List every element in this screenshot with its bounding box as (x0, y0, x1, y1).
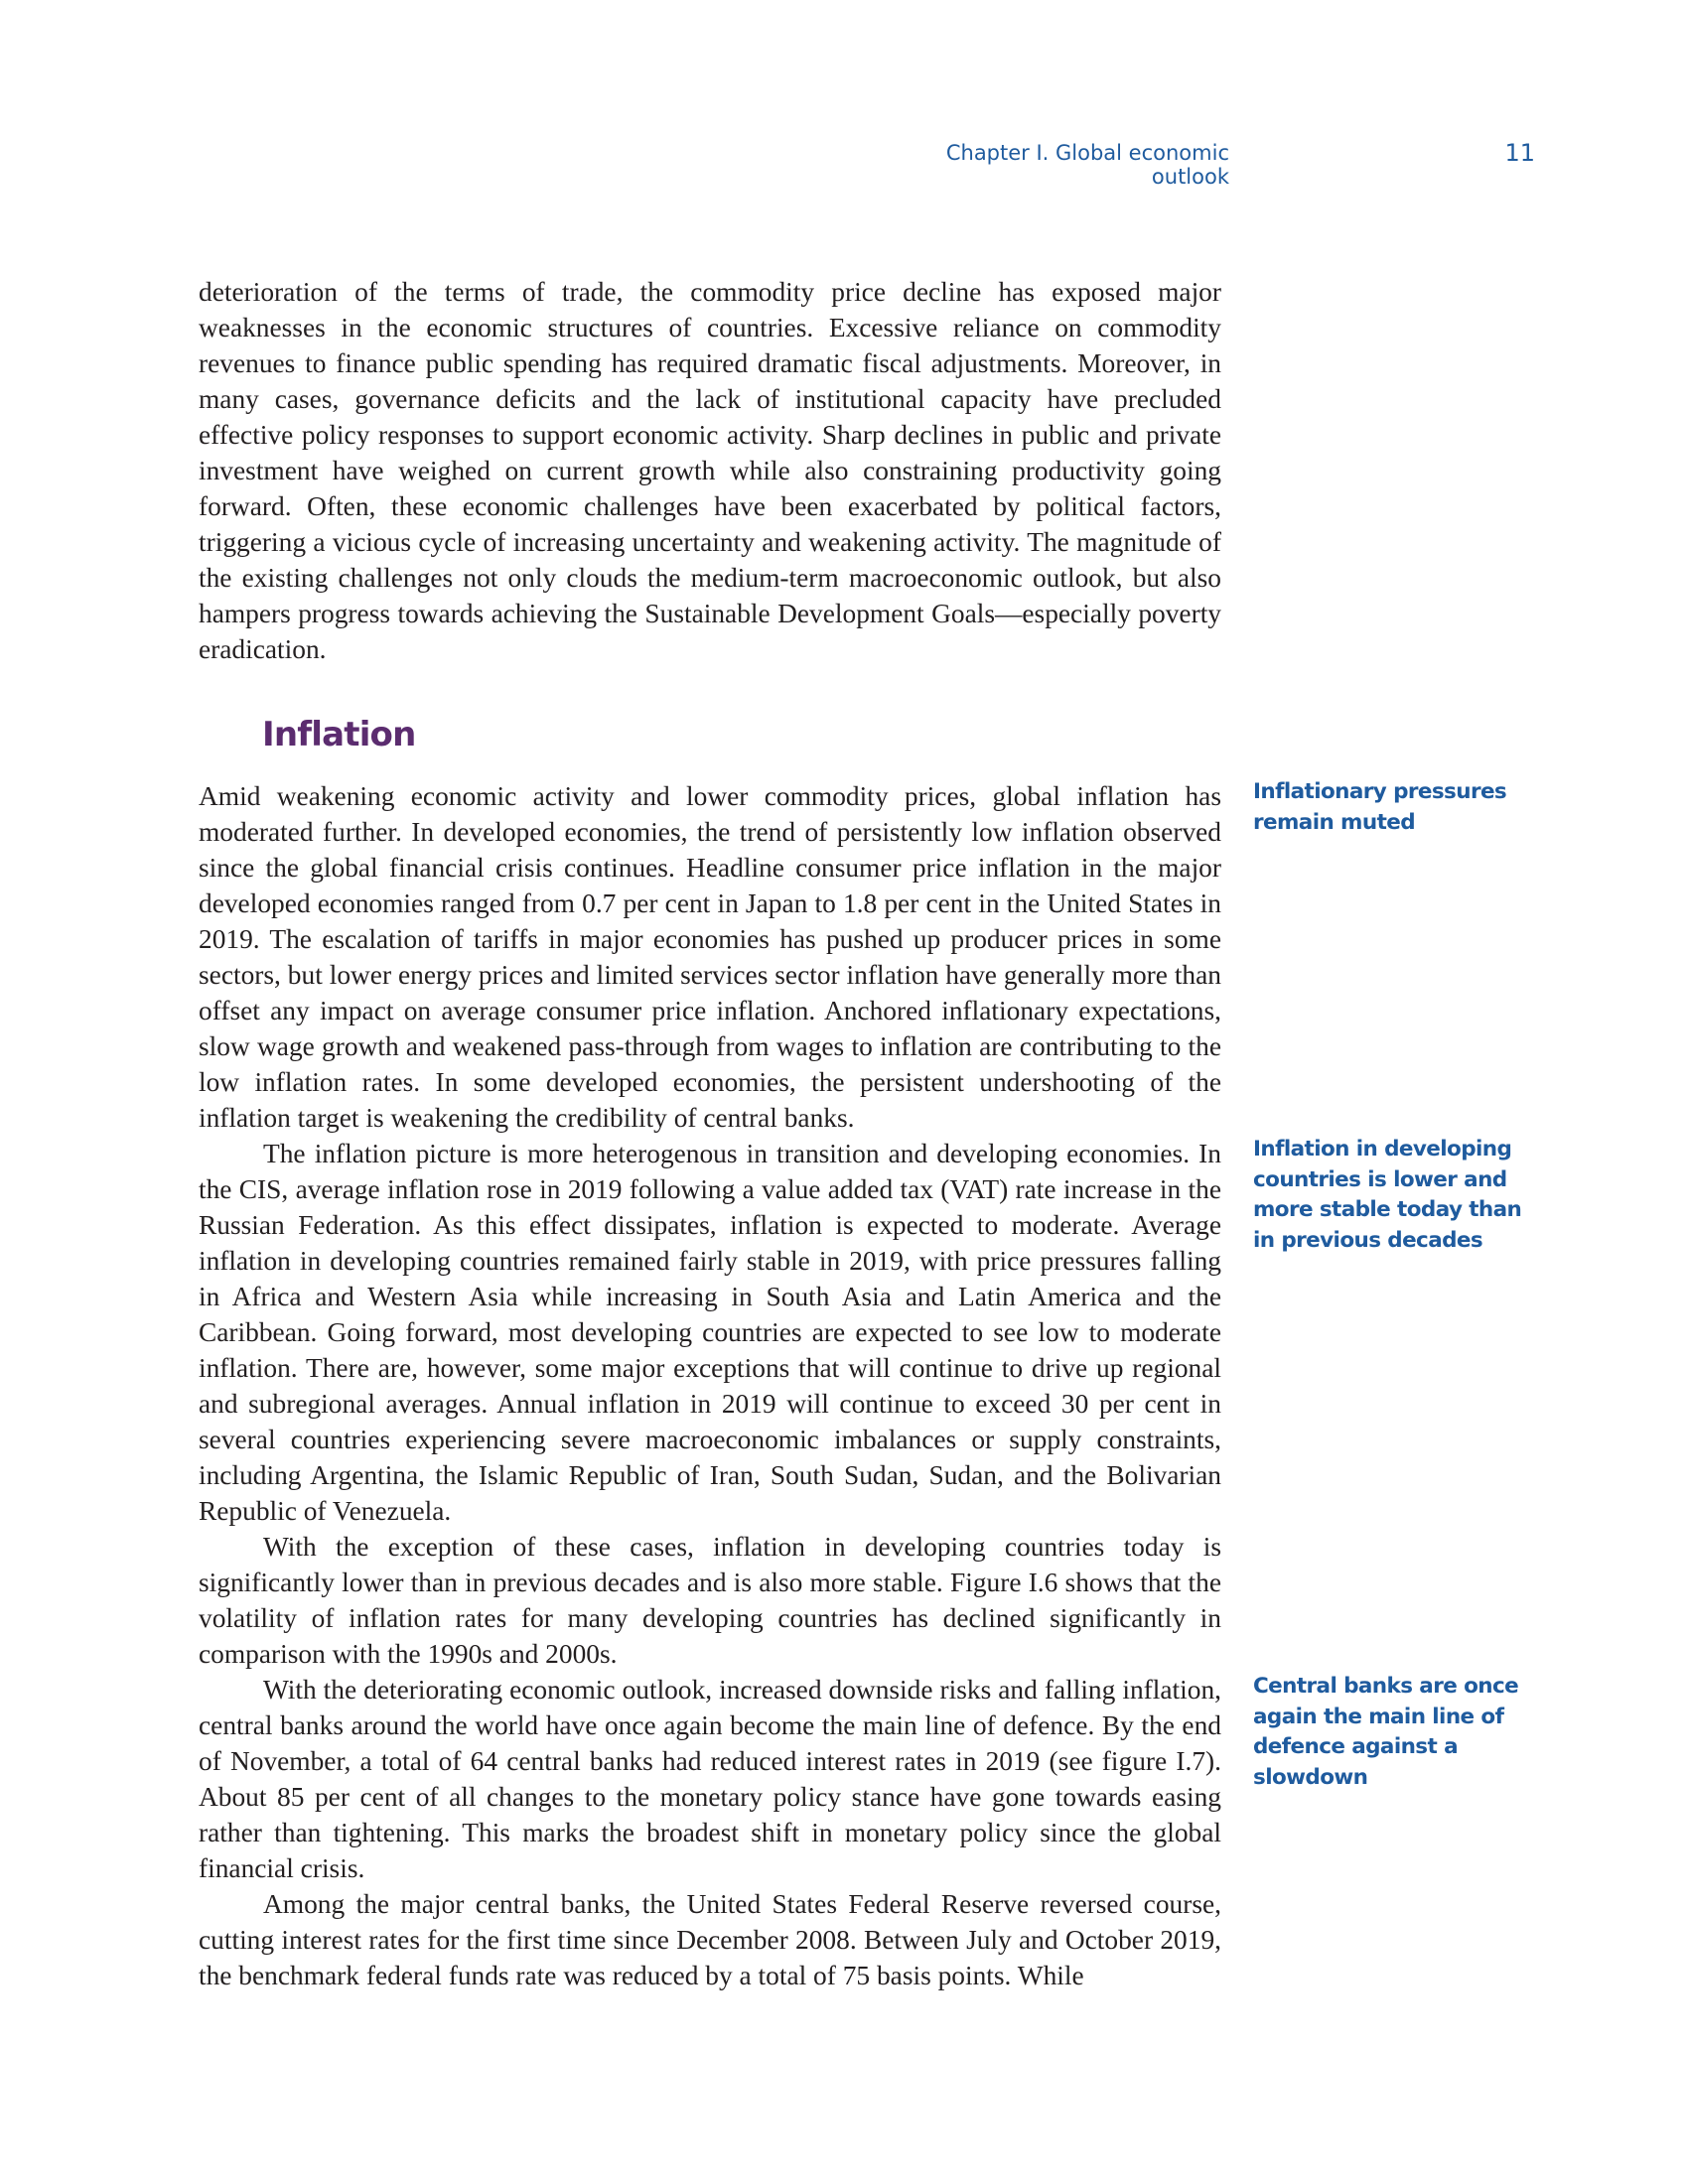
sidenote-inflationary-pressures: Inflationary pressures remain muted (1253, 779, 1507, 835)
running-head: Chapter I. Global economic outlook (945, 141, 1229, 189)
sidenote-developing-inflation: Inflation in developing countries is lower and more stable today than in previous decades (1253, 1137, 1522, 1253)
paragraph-inflation-developing: The inflation picture is more heterogenous in transition and developing economies. In the CIS, average inflation rose in 2019 following a value added tax (VAT) rate increase in the Russian Federation. As this effect dissipates, inflation is expected to moderate. Average inflation in developing countries remained fairly stable in 2019, with price pressures falling in Africa and Western Asia while increasing in South Asia and Latin America and the Caribbean. Going forward, most developing countries are expected to see low to moderate inflation. There are, however, some major exceptions that will continue to drive up regional and subregional averages. Annual inflation in 2019 will continue to exceed 30 per cent in several countries experiencing severe macroeconomic imbalances or supply constraints, including Argentina, the Islamic Republic of Iran, South Sudan, Sudan, and the Bolivarian Republic of Venezuela. (199, 1139, 1221, 1526)
page-number: 11 (1504, 139, 1535, 167)
intro-paragraph: deterioration of the terms of trade, the commodity price decline has exposed major weaknesses in the economic structures of countries. Excessive reliance on commodity revenues to finance public spending has required dramatic fiscal adjustments. Moreover, in many cases, governance deficits and the lack of institutional capacity have precluded effective policy responses to support economic activity. Sharp declines in public and private investment have weighed on current growth while also constraining productivity going forward. Often, these economic challenges have been exacerbated by political factors, triggering a vicious cycle of increasing uncertainty and weakening activity. The magnitude of the existing challenges not only clouds the medium-term macroeconomic outlook, but also hampers progress towards achieving the Sustainable Development Goals—especially poverty eradication. (199, 277, 1221, 664)
section-body (199, 778, 1221, 1993)
section-heading: Inflation (262, 715, 416, 754)
paragraph-federal-reserve: Among the major central banks, the United States Federal Reserve reversed course, cutting interest rates for the first time since December 2008. Between July and October 2019, the benchmark federal funds rate was reduced by a total of 75 basis points. While (199, 1889, 1221, 1990)
paragraph-inflation-developed: Amid weakening economic activity and lower commodity prices, global inflation has moderated further. In developed economies, the trend of persistently low inflation observed since the global financial crisis continues. Headline consumer price inflation in the major developed economies ranged from 0.7 per cent in Japan to 1.8 per cent in the United States in 2019. The escalation of tariffs in major economies has pushed up producer prices in some sectors, but lower energy prices and limited services sector inflation have generally more than offset any impact on average consumer price inflation. Anchored inflationary expectations, slow wage growth and weakened pass-through from wages to inflation are contributing to the low inflation rates. In some developed economies, the persistent undershooting of the inflation target is weakening the credibility of central banks. (199, 781, 1221, 1133)
paragraph-central-banks: With the deteriorating economic outlook, increased downside risks and falling inflation, central banks around the world have once again become the main line of defence. By the end of November, a total of 64 central banks had reduced interest rates in 2019 (see figure I.7). About 85 per cent of all changes to the monetary policy stance have gone towards easing rather than tightening. This marks the broadest shift in monetary policy since the global financial crisis. (199, 1675, 1221, 1883)
paragraph-inflation-volatility: With the exception of these cases, inflation in developing countries today is significantly lower than in previous decades and is also more stable. Figure I.6 shows that the volatility of inflation rates for many developing countries has declined significantly in comparison with the 1990s and 2000s. (199, 1532, 1221, 1669)
sidenote-central-banks: Central banks are once again the main line of defence against a slowdown (1253, 1674, 1519, 1790)
intro-text (199, 274, 1221, 667)
